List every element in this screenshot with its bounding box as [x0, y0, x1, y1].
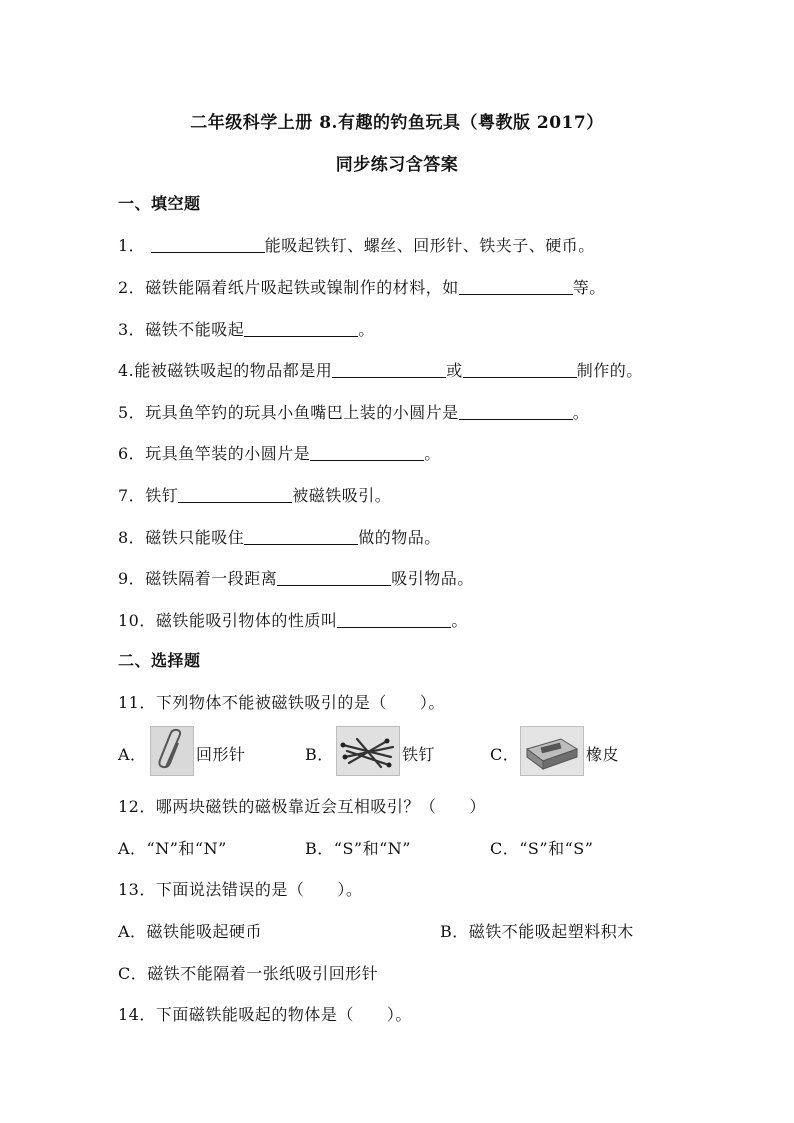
answer-blank[interactable] [337, 609, 451, 628]
answer-blank[interactable] [459, 401, 573, 420]
eraser-icon [520, 726, 584, 776]
page-subtitle: 同步练习含答案 [335, 155, 459, 175]
answer-blank[interactable] [151, 234, 265, 253]
answer-blank[interactable] [310, 442, 424, 461]
q11-option-c-letter[interactable]: C． [490, 745, 520, 764]
q11-option-c-label: 橡皮 [586, 745, 620, 764]
fill-question-9: 9．磁铁隔着一段距离 吸引物品。 [118, 569, 474, 588]
choice-question-14: 14．下面磁铁能吸起的物体是（ ）。 [118, 1005, 412, 1024]
q12-option-a[interactable]: A．“N”和“N” [118, 839, 227, 858]
q13-option-c[interactable]: C．磁铁不能隔着一张纸吸引回形针 [118, 964, 379, 983]
answer-blank[interactable] [244, 526, 358, 545]
fill-question-8: 8．磁铁只能吸住 做的物品。 [118, 528, 441, 547]
fill-question-2: 2．磁铁能隔着纸片吸起铁或镍制作的材料，如 等。 [118, 278, 606, 297]
q12-option-c[interactable]: C．“S”和“S” [490, 839, 594, 858]
q11-option-a-letter[interactable]: A． [118, 745, 147, 764]
paperclip-icon [150, 726, 194, 776]
answer-blank[interactable] [244, 318, 358, 337]
choice-question-11: 11．下列物体不能被磁铁吸引的是（ ）。 [118, 693, 445, 712]
choice-question-13: 13．下面说法错误的是（ ）。 [118, 880, 363, 899]
fill-question-6: 6．玩具鱼竿装的小圆片是 。 [118, 444, 441, 463]
section-fill-in: 一、填空题 [118, 194, 201, 213]
fill-question-3: 3．磁铁不能吸起 。 [118, 320, 375, 339]
fill-question-5: 5．玩具鱼竿钓的玩具小鱼嘴巴上装的小圆片是 。 [118, 403, 590, 422]
q11-option-b-letter[interactable]: B． [305, 745, 334, 764]
fill-question-1: 1． 能吸起铁钉、螺丝、回形针、铁夹子、硬币。 [118, 236, 595, 255]
q12-option-b[interactable]: B．“S”和“N” [305, 839, 411, 858]
page-title: 二年级科学上册 8.有趣的钓鱼玩具（粤教版 2017） [190, 113, 604, 133]
answer-blank[interactable] [332, 359, 446, 378]
choice-question-12: 12．哪两块磁铁的磁极靠近会互相吸引？（ ） [118, 797, 486, 816]
fill-question-10: 10．磁铁能吸引物体的性质叫 。 [118, 611, 468, 630]
q11-option-b-label: 铁钉 [402, 745, 436, 764]
answer-blank[interactable] [277, 567, 391, 586]
fill-question-7: 7．铁钉 被磁铁吸引。 [118, 486, 392, 505]
answer-blank[interactable] [178, 484, 292, 503]
q11-option-a-label: 回形针 [196, 745, 246, 764]
section-choice: 二、选择题 [118, 651, 201, 670]
nails-icon [336, 726, 400, 776]
q13-option-a[interactable]: A．磁铁能吸起硬币 [118, 922, 263, 941]
fill-question-4: 4.能被磁铁吸起的物品都是用 或 制作的。 [118, 361, 643, 380]
answer-blank[interactable] [459, 276, 573, 295]
q13-option-b[interactable]: B．磁铁不能吸起塑料积木 [440, 922, 634, 941]
answer-blank[interactable] [463, 359, 577, 378]
